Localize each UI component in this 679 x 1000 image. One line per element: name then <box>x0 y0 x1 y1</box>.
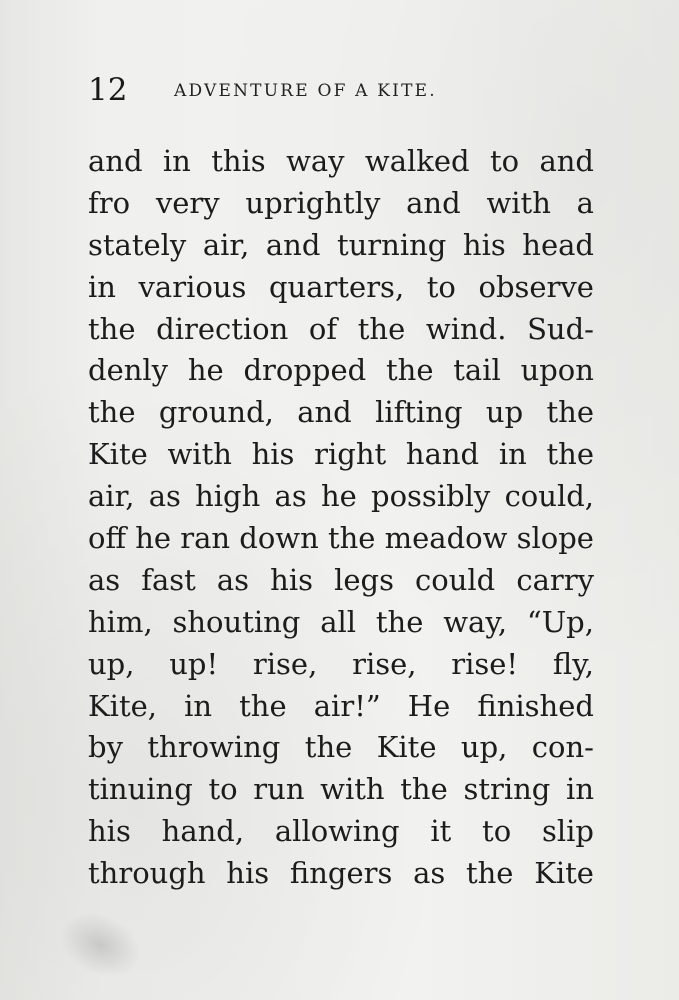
word: with <box>486 185 551 220</box>
word: Kite <box>534 856 594 891</box>
word: air, <box>88 479 135 514</box>
text-line <box>88 225 594 267</box>
word: direction <box>156 311 289 346</box>
body-text <box>88 141 594 895</box>
word: by <box>88 730 123 765</box>
word: in <box>162 144 191 178</box>
word: down <box>239 521 319 556</box>
word: dropped <box>243 353 367 388</box>
word: he <box>320 479 357 514</box>
word: air, <box>202 227 250 262</box>
word: him, <box>88 604 153 639</box>
word: the <box>357 311 406 346</box>
word: he <box>135 521 172 556</box>
text-line <box>88 434 594 476</box>
word: Kite, <box>88 688 157 723</box>
word: legs <box>334 562 394 597</box>
running-head: ADVENTURE OF A KITE. <box>174 81 437 101</box>
word: possibly <box>371 479 491 514</box>
word: “Up, <box>526 604 594 639</box>
word: Kite <box>376 730 437 765</box>
page-number: 12 <box>88 72 128 108</box>
word: way <box>286 144 345 178</box>
word: up! <box>169 646 219 681</box>
word: up, <box>460 730 508 765</box>
word: could, <box>504 479 594 514</box>
word: up, <box>88 646 135 681</box>
word: and <box>297 395 352 430</box>
text-line <box>88 267 594 309</box>
word: the <box>327 521 376 556</box>
word: in <box>566 772 594 807</box>
word: carry <box>516 562 594 597</box>
word: his <box>226 856 270 891</box>
word: all <box>320 604 357 639</box>
word: the <box>546 395 594 430</box>
word: shouting <box>172 604 301 639</box>
word: walked <box>364 144 470 178</box>
word: high <box>195 479 261 514</box>
word: his <box>270 562 313 597</box>
word: he <box>187 353 224 388</box>
word: He <box>407 688 451 723</box>
word: in <box>498 437 527 472</box>
text-line <box>88 602 594 644</box>
word: to <box>208 772 238 807</box>
word: and <box>265 227 321 262</box>
word: fast <box>141 562 196 597</box>
word: turning <box>336 227 447 262</box>
word: his <box>462 227 506 262</box>
word: fly, <box>552 646 594 681</box>
text-line <box>88 727 594 769</box>
word: allowing <box>274 814 400 849</box>
word: to <box>482 814 512 849</box>
word: could <box>415 562 496 597</box>
word: quarters, <box>268 269 405 304</box>
word: ran <box>180 521 231 556</box>
word: the <box>400 772 448 807</box>
word: as <box>216 562 250 597</box>
word: tail <box>453 353 501 388</box>
text-line <box>88 769 594 811</box>
text-line <box>88 560 594 602</box>
word: his <box>251 437 295 472</box>
word: throwing <box>147 730 281 765</box>
word: off <box>88 521 127 556</box>
word: the <box>304 730 353 765</box>
word: rise, <box>252 646 318 681</box>
word: the <box>375 604 424 639</box>
word: head <box>522 227 594 262</box>
word: upon <box>520 353 594 388</box>
word: the <box>546 437 594 472</box>
text-line <box>88 183 594 225</box>
word: this <box>211 144 266 178</box>
word: as <box>413 856 446 891</box>
word: in <box>88 269 116 304</box>
word: as <box>148 479 181 514</box>
word: fingers <box>289 856 393 891</box>
word: the <box>88 311 136 346</box>
word: ground, <box>158 395 274 430</box>
text-line <box>88 476 594 518</box>
text-line <box>88 518 594 560</box>
word: the <box>88 395 136 430</box>
word: air!” <box>313 688 381 723</box>
word: very <box>155 185 220 220</box>
word: up <box>485 395 524 430</box>
word: the <box>386 353 434 388</box>
word: with <box>320 772 385 807</box>
word: observe <box>478 269 594 304</box>
text-line <box>88 644 594 686</box>
word: with <box>167 437 232 472</box>
word: hand, <box>161 814 245 849</box>
word: denly <box>88 353 169 388</box>
text-line <box>88 350 594 392</box>
word: rise! <box>451 646 519 681</box>
word: of <box>308 311 338 346</box>
word: Kite <box>88 437 148 472</box>
word: slope <box>516 521 594 556</box>
word: the <box>239 688 287 723</box>
word: and <box>539 144 594 178</box>
word: fro <box>88 185 131 220</box>
word: a <box>576 185 594 220</box>
word: various <box>138 269 247 304</box>
word: in <box>184 688 213 723</box>
word: his <box>88 814 131 849</box>
word: the <box>465 856 514 891</box>
word: lifting <box>375 395 463 430</box>
word: run <box>253 772 305 807</box>
text-line <box>88 141 594 183</box>
word: hand <box>405 437 480 472</box>
word: uprightly <box>245 185 381 220</box>
page-smudge <box>49 900 151 990</box>
word: through <box>88 856 206 891</box>
text-line <box>88 811 594 853</box>
word: to <box>426 269 456 304</box>
text-line <box>88 392 594 434</box>
text-line <box>88 853 594 895</box>
page-header <box>88 70 608 110</box>
word: con- <box>531 730 594 765</box>
word: string <box>463 772 551 807</box>
word: and <box>88 144 143 178</box>
word: finished <box>477 688 594 723</box>
word: wind. <box>425 311 507 346</box>
word: and <box>406 185 461 220</box>
text-line <box>88 309 594 351</box>
word: tinuing <box>88 772 193 807</box>
word: rise, <box>352 646 417 681</box>
word: way, <box>443 604 508 639</box>
word: stately <box>88 227 187 262</box>
word: slip <box>541 814 594 849</box>
word: Sud- <box>527 311 594 346</box>
word: meadow <box>384 521 508 556</box>
word: it <box>430 814 452 849</box>
word: to <box>489 144 520 178</box>
word: as <box>88 562 121 597</box>
text-line <box>88 686 594 728</box>
word: as <box>274 479 307 514</box>
word: right <box>314 437 387 472</box>
